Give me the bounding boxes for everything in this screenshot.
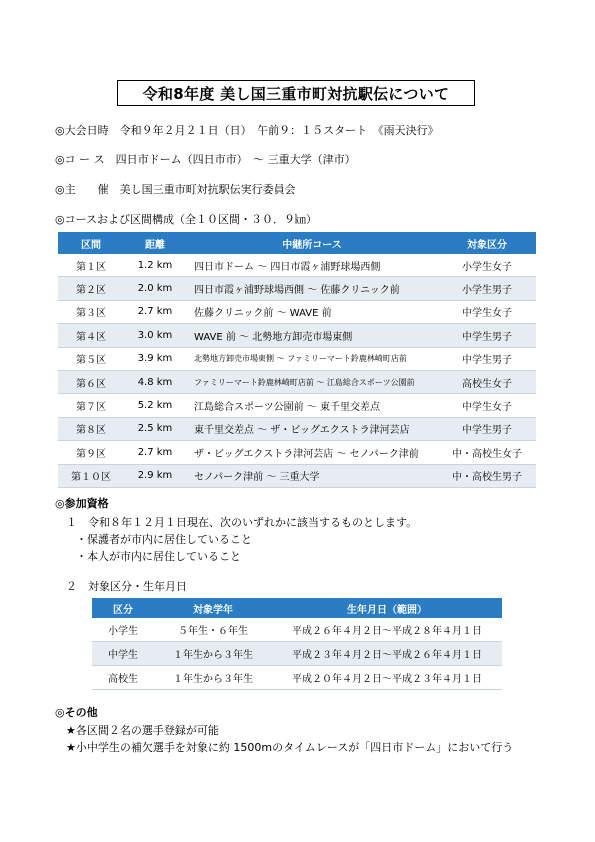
section-cell: 第１０区 [58, 464, 124, 487]
table-row [58, 417, 536, 440]
route-cell: 江島総合スポーツ公園前 ～ 東千里交差点 [186, 394, 438, 417]
section-cell: 第１区 [58, 254, 124, 277]
distance-cell: 3.0 km [124, 324, 186, 347]
section-cell: 第４区 [58, 324, 124, 347]
section-cell: 第７区 [58, 394, 124, 417]
other-note-time-race: ★小中学生の補欠選手を対象に約 1500mのタイムレースが「四日市ドーム」において行う [66, 741, 514, 754]
course-table-header [58, 232, 536, 254]
section-cell: 第９区 [58, 441, 124, 464]
table-row [58, 370, 536, 393]
table-row [92, 618, 502, 642]
organizer: ◎主 催 美し国三重市町対抗駅伝実行委員会 [55, 183, 296, 196]
route-cell: セノパーク津前 ～ 三重大学 [186, 464, 438, 487]
age-table [92, 598, 502, 690]
division-cell: 中学生 [92, 642, 154, 666]
eligibility-bullet-self: ・本人が市内に居住していること [76, 550, 241, 563]
route-cell: 東千里交差点 ～ ザ・ビッグエクストラ津河芸店 [186, 417, 438, 440]
sections-heading: ◎コースおよび区間構成（全１０区間・３０．９㎞） [55, 213, 318, 226]
table-row [58, 324, 536, 347]
category-cell: 中・高校生女子 [438, 441, 536, 464]
category-cell: 小学生男子 [438, 277, 536, 300]
header-birth-range: 生年月日（範囲） [272, 598, 502, 618]
section-cell: 第３区 [58, 300, 124, 323]
category-cell: 高校生女子 [438, 370, 536, 393]
eligibility-item-2: ２ 対象区分・生年月日 [66, 580, 187, 593]
category-cell: 中学生男子 [438, 324, 536, 347]
table-row [58, 464, 536, 487]
route-cell: WAVE 前 ～ 北勢地方卸売市場東側 [186, 324, 438, 347]
distance-cell: 3.9 km [124, 347, 186, 370]
table-row [92, 642, 502, 666]
route-cell: 佐藤クリニック前 ～ WAVE 前 [186, 300, 438, 323]
event-date: ◎大会日時 令和９年２月２１日（日） 午前９：１５スタート 《雨天決行》 [55, 124, 439, 137]
table-row [92, 666, 502, 690]
category-cell: 小学生女子 [438, 254, 536, 277]
eligibility-item-1: １ 令和８年１２月１日現在、次のいずれかに該当するものとします。 [66, 516, 418, 529]
route-cell: 北勢地方卸売市場東側 ～ ファミリーマート鈴鹿林崎町店前 [186, 347, 438, 370]
header-section: 区間 [58, 232, 124, 254]
eligibility-bullet-guardian: ・保護者が市内に居住していること [76, 533, 252, 546]
birth-range-cell: 平成２３年４月２日～平成２６年４月１日 [272, 642, 502, 666]
section-cell: 第２区 [58, 277, 124, 300]
table-row [58, 254, 536, 277]
page-title: 令和8年度 美し国三重市町対抗駅伝について [117, 80, 475, 106]
table-row [58, 441, 536, 464]
age-table-header [92, 598, 502, 618]
other-heading: ◎その他 [55, 706, 98, 719]
distance-cell: 2.9 km [124, 464, 186, 487]
birth-range-cell: 平成２０年４月２日～平成２３年４月１日 [272, 666, 502, 690]
header-distance: 距離 [124, 232, 186, 254]
division-cell: 小学生 [92, 618, 154, 642]
section-cell: 第６区 [58, 370, 124, 393]
distance-cell: 2.7 km [124, 441, 186, 464]
grade-cell: １年生から３年生 [154, 642, 272, 666]
division-cell: 高校生 [92, 666, 154, 690]
header-division: 区分 [92, 598, 154, 618]
category-cell: 中・高校生男子 [438, 464, 536, 487]
header-route: 中継所コース [186, 232, 438, 254]
distance-cell: 4.8 km [124, 370, 186, 393]
table-row [58, 277, 536, 300]
eligibility-heading: ◎参加資格 [55, 497, 109, 510]
table-row [58, 394, 536, 417]
route-cell: ザ・ビッグエクストラ津河芸店 ～ セノパーク津前 [186, 441, 438, 464]
other-note-registration: ★各区間２名の選手登録が可能 [66, 724, 219, 737]
route-cell: 四日市ドーム ～ 四日市霞ヶ浦野球場西側 [186, 254, 438, 277]
distance-cell: 1.2 km [124, 254, 186, 277]
category-cell: 中学生男子 [438, 417, 536, 440]
course-table [58, 232, 536, 488]
header-category: 対象区分 [438, 232, 536, 254]
grade-cell: １年生から３年生 [154, 666, 272, 690]
table-row [58, 300, 536, 323]
table-row [58, 347, 536, 370]
route-cell: ファミリーマート鈴鹿林崎町店前 ～ 江島総合スポーツ公園前 [186, 370, 438, 393]
category-cell: 中学生男子 [438, 347, 536, 370]
category-cell: 中学生女子 [438, 300, 536, 323]
section-cell: 第８区 [58, 417, 124, 440]
birth-range-cell: 平成２６年４月２日～平成２８年４月１日 [272, 618, 502, 642]
grade-cell: ５年生・６年生 [154, 618, 272, 642]
route-cell: 四日市霞ヶ浦野球場西側 ～ 佐藤クリニック前 [186, 277, 438, 300]
category-cell: 中学生女子 [438, 394, 536, 417]
course-summary: ◎コ ー ス 四日市ドーム（四日市市） ～ 三重大学（津市） [55, 153, 356, 166]
distance-cell: 2.5 km [124, 417, 186, 440]
header-grade: 対象学年 [154, 598, 272, 618]
distance-cell: 2.0 km [124, 277, 186, 300]
section-cell: 第５区 [58, 347, 124, 370]
distance-cell: 5.2 km [124, 394, 186, 417]
distance-cell: 2.7 km [124, 300, 186, 323]
